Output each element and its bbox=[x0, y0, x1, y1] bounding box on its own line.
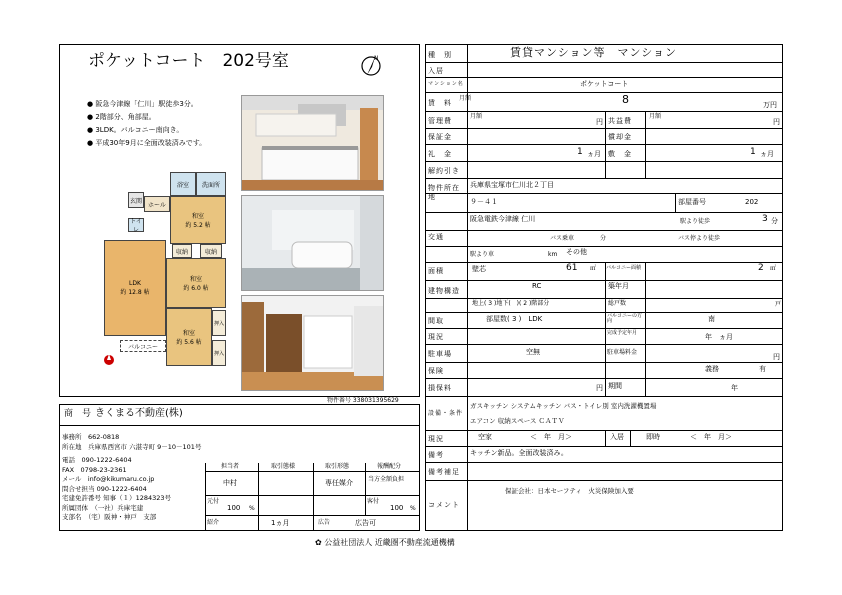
area-kind: 壁芯 bbox=[472, 265, 486, 273]
room-no-label: 部屋番号 bbox=[678, 198, 706, 206]
parking-value: 空無 bbox=[526, 348, 540, 356]
label-biko2: 備考補足 bbox=[428, 468, 460, 476]
deal-shokai-val: 1ヵ月 bbox=[271, 519, 290, 527]
room-genkan: 玄関 bbox=[128, 192, 144, 208]
genkyo2-date: ＜ 年 月＞ bbox=[530, 433, 572, 441]
label-kanri: 管理費 bbox=[428, 117, 452, 125]
bukken-number: 物件番号 338031395629 bbox=[327, 397, 399, 404]
label-rei: 礼 金 bbox=[428, 150, 452, 158]
room-shuno-1: 収納 bbox=[172, 244, 192, 258]
row-divider bbox=[425, 144, 783, 145]
floors-value: 地上( 3 )地下( )( 2 )階部分 bbox=[472, 300, 550, 307]
deal-h-taiyo: 取引態様 bbox=[271, 463, 296, 470]
transport-line: 阪急電鉄今津線 仁川 bbox=[470, 215, 536, 223]
walk-value: 3 bbox=[762, 214, 768, 224]
row-divider bbox=[425, 246, 783, 247]
bus-unit: 分 bbox=[600, 235, 607, 242]
balcony-value: 2 bbox=[758, 263, 764, 273]
feature-item: ● 平成30年9月に全面改装済みです。 bbox=[87, 139, 207, 147]
row-divider bbox=[425, 128, 783, 129]
area-unit: ㎡ bbox=[590, 265, 597, 272]
kanryo-label: 完成予定年月 bbox=[607, 330, 638, 336]
hikiwatashi-value: 即時 bbox=[646, 433, 660, 441]
setsubi-2: エアコン 収納スペース ＣＡＴＶ bbox=[470, 417, 565, 425]
label-genkyo: 現況 bbox=[428, 333, 444, 341]
deal-tanto: 中村 bbox=[223, 479, 237, 487]
row-divider bbox=[425, 462, 783, 463]
rei-unit: ヵ月 bbox=[587, 150, 601, 158]
kyoeki-sub: 月額 bbox=[649, 113, 662, 120]
hikiwatashi-date: ＜ 年 月＞ bbox=[690, 433, 732, 441]
term-unit: 年 bbox=[731, 384, 738, 392]
kanri-unit: 円 bbox=[596, 118, 603, 126]
balcony-label: バルコニー面積 bbox=[606, 265, 642, 271]
gimu-label: 義務 bbox=[705, 365, 719, 373]
shiki-unit: ヵ月 bbox=[760, 150, 774, 158]
row-divider bbox=[425, 446, 783, 447]
label-shokyaku: 償却金 bbox=[608, 133, 632, 141]
location-2: ９－４１ bbox=[470, 198, 498, 206]
rent-unit: 万円 bbox=[763, 101, 777, 109]
deal-motozuke-val: 100 bbox=[227, 504, 241, 512]
room-balcony: バルコニー bbox=[120, 340, 166, 352]
car-unit: km bbox=[548, 251, 558, 258]
row-divider bbox=[425, 396, 783, 397]
row-divider bbox=[425, 212, 783, 213]
kanri-sub: 月額 bbox=[470, 113, 483, 120]
deal-shokai: 紹介 bbox=[207, 519, 220, 526]
label-genkyo2: 現況 bbox=[428, 435, 444, 443]
label-structure: 建物構造 bbox=[428, 287, 460, 295]
ins-divider-2 bbox=[645, 378, 646, 396]
bus-label: バス乗車 bbox=[550, 235, 575, 242]
built-label: 築年月 bbox=[608, 282, 629, 290]
walk-label: 駅より徒歩 bbox=[680, 218, 711, 225]
feature-item: ● 3LDK。バルコニー南向き。 bbox=[87, 126, 184, 134]
label-hosho: 保証金 bbox=[428, 133, 452, 141]
biko-value: キッチン新品。全面改装済み。 bbox=[470, 449, 568, 457]
hikiwatashi-label: 入居 bbox=[610, 433, 624, 441]
rent-sub: 月額 bbox=[459, 95, 472, 102]
photo-bathroom bbox=[241, 195, 384, 291]
row-divider bbox=[425, 77, 783, 78]
floorplan-north-icon bbox=[102, 352, 116, 366]
row-divider bbox=[425, 62, 783, 63]
company-divider bbox=[59, 425, 420, 426]
units-unit: 戸 bbox=[775, 301, 782, 308]
balcony-unit: ㎡ bbox=[770, 265, 777, 272]
units-label: 総戸数 bbox=[608, 300, 627, 307]
room-hall: ホール bbox=[144, 196, 170, 212]
row-divider bbox=[425, 344, 783, 345]
structure-value: RC bbox=[532, 282, 542, 290]
room-washitsu-3: 和室 約 5.6 帖 bbox=[166, 308, 212, 366]
deal-kokoku-val: 広告可 bbox=[355, 519, 376, 527]
label-setsubi: 設備・条件 bbox=[428, 410, 464, 417]
label-shiki: 敷 金 bbox=[608, 150, 632, 158]
feature-list bbox=[87, 98, 206, 150]
madori-value: 部屋数( 3 ) LDK bbox=[486, 315, 543, 323]
bus-walk-label: バス停より徒歩 bbox=[678, 235, 721, 242]
room-washitsu-2: 和室 約 6.0 帖 bbox=[166, 258, 226, 308]
room-no-value: 202 bbox=[745, 198, 759, 206]
deal-kyakuzuke-val: 100 bbox=[390, 504, 404, 512]
row-divider bbox=[425, 111, 783, 112]
deal-kokoku: 広告 bbox=[318, 519, 331, 526]
ins-divider-1 bbox=[605, 378, 606, 396]
rei-value: 1 bbox=[577, 147, 583, 157]
label-shumoku: 種 別 bbox=[428, 51, 452, 59]
row-divider bbox=[425, 480, 783, 481]
car-label: 駅より車 bbox=[470, 251, 495, 258]
label-biko: 備考 bbox=[428, 451, 444, 459]
label-kyoeki: 共益費 bbox=[608, 117, 632, 125]
label-nyukyo: 入居 bbox=[428, 67, 444, 75]
other-label: その他 bbox=[566, 248, 587, 256]
label-madori: 間取 bbox=[428, 317, 444, 325]
footer: ✿ 公益社団法人 近畿圏不動産流通機構 bbox=[315, 538, 455, 547]
deal-h-keitai: 取引形態 bbox=[325, 463, 350, 470]
kanri-label-divider bbox=[645, 111, 646, 178]
shiki-value: 1 bbox=[750, 147, 756, 157]
photo-room bbox=[241, 295, 384, 391]
label-transport: 交通 bbox=[428, 233, 444, 241]
room-washitsu-1: 和室 約 5.2 帖 bbox=[170, 196, 226, 244]
row-divider bbox=[425, 280, 783, 281]
label-parking: 駐車場 bbox=[428, 350, 452, 358]
row-divider bbox=[425, 92, 783, 93]
genkyo2-value: 空家 bbox=[478, 433, 492, 441]
gimu-value: 有 bbox=[759, 365, 766, 373]
north-compass-icon bbox=[358, 51, 384, 79]
room-ldk: LDK 約 12.8 帖 bbox=[104, 240, 166, 336]
term-label: 期間 bbox=[608, 382, 622, 390]
direction-value: 南 bbox=[708, 315, 715, 323]
kanryo-value: 年 ヵ月 bbox=[705, 333, 733, 341]
svg-text:N: N bbox=[374, 55, 379, 62]
row-divider bbox=[425, 262, 783, 263]
walk-unit: 分 bbox=[771, 217, 778, 225]
row-divider bbox=[425, 312, 783, 313]
label-column-divider bbox=[467, 44, 468, 531]
floor-plan bbox=[100, 170, 235, 370]
deal-haibun: 当方全額負担 bbox=[368, 476, 405, 483]
room-toilet: トイレ bbox=[128, 218, 144, 232]
room-senmen: 洗面所 bbox=[196, 172, 226, 196]
deal-motozuke: 元付 bbox=[207, 498, 220, 505]
nyukyo-divider bbox=[605, 430, 606, 446]
property-title: ポケットコート 202号室 bbox=[88, 51, 289, 71]
label-insurance: 損保料 bbox=[428, 384, 452, 392]
parking-fee-unit: 円 bbox=[773, 353, 780, 361]
row-divider bbox=[425, 430, 783, 431]
room-yokushitsu: 浴室 bbox=[170, 172, 196, 196]
deal-h-tanto: 担当者 bbox=[221, 463, 240, 470]
photo-kitchen bbox=[241, 95, 384, 191]
kanri-divider bbox=[605, 111, 606, 178]
deal-torihiki: 専任媒介 bbox=[325, 479, 353, 487]
label-shikibiki: 解約引き bbox=[428, 167, 460, 175]
label-hoshou: 保険 bbox=[428, 367, 444, 375]
row-divider bbox=[425, 328, 783, 329]
room-oshiire-1: 押入 bbox=[212, 310, 226, 336]
label-rent: 賃 料 bbox=[428, 99, 452, 107]
row-divider bbox=[425, 230, 783, 231]
mid-divider-2 bbox=[645, 262, 646, 378]
nyukyo-divider-2 bbox=[630, 430, 631, 446]
row-divider bbox=[425, 178, 783, 179]
setsubi-1: ガスキッチン システムキッチン バス・トイレ別 室内洗濯機置場 bbox=[470, 402, 657, 410]
shumoku-value: 賃貸マンション等 マンション bbox=[510, 46, 678, 59]
row-divider bbox=[425, 161, 783, 162]
row-divider bbox=[425, 298, 783, 299]
deal-pct-1: % bbox=[249, 505, 255, 512]
mansion-name: ポケットコート bbox=[580, 80, 629, 88]
deal-h-haibun: 報酬配分 bbox=[377, 463, 402, 470]
deal-table bbox=[205, 463, 420, 531]
room-shuno-2: 収納 bbox=[200, 244, 222, 258]
label-location: 物件所在地 bbox=[428, 184, 460, 201]
feature-item: ● 2階部分、角部屋。 bbox=[87, 113, 156, 121]
association-logo-icon: ✿ bbox=[315, 538, 322, 547]
insurance-unit: 円 bbox=[596, 384, 603, 392]
room-divider bbox=[675, 193, 676, 212]
company-info: 事務所 662-0818 所在地 兵庫県西宮市 六湛寺町 9－10－101号 電話 090-1222-6404 FAX 0798-23-2361 メール info@kikumaru.co.jp 問合せ担当 090-1222-6404 宅建免許番号 知事（１）1284323号 所属団体 （一社）兵庫宅建 支部名 （宅）阪神・神戸 支部 bbox=[62, 433, 202, 521]
feature-item: ● 阪急今津線「仁川」駅徒歩3分。 bbox=[87, 100, 198, 108]
rent-value: 8 bbox=[622, 93, 629, 106]
area-value: 61 bbox=[566, 263, 578, 273]
parking-fee-label: 駐車場料金 bbox=[607, 349, 638, 356]
row-divider bbox=[425, 362, 783, 363]
label-area: 面積 bbox=[428, 267, 444, 275]
room-oshiire-2: 押入 bbox=[212, 340, 226, 366]
deal-kyakuzuke: 客付 bbox=[367, 498, 380, 505]
direction-label: バルコニーの方向 bbox=[607, 313, 643, 324]
label-comment: コメント bbox=[428, 501, 460, 509]
row-divider bbox=[425, 193, 783, 194]
deal-pct-2: % bbox=[410, 505, 416, 512]
kyoeki-unit: 円 bbox=[773, 118, 780, 126]
company-label: 商 号 bbox=[64, 409, 92, 419]
location-1: 兵庫県宝塚市仁川北２丁目 bbox=[470, 181, 554, 189]
comment-value: 保証会社：日本セーフティ 火災保険加入要 bbox=[505, 487, 634, 495]
company-name: きくまる不動産(株) bbox=[95, 408, 183, 419]
mid-divider-1 bbox=[605, 262, 606, 378]
row-divider bbox=[425, 378, 783, 379]
label-name: マンション名 bbox=[428, 81, 464, 87]
